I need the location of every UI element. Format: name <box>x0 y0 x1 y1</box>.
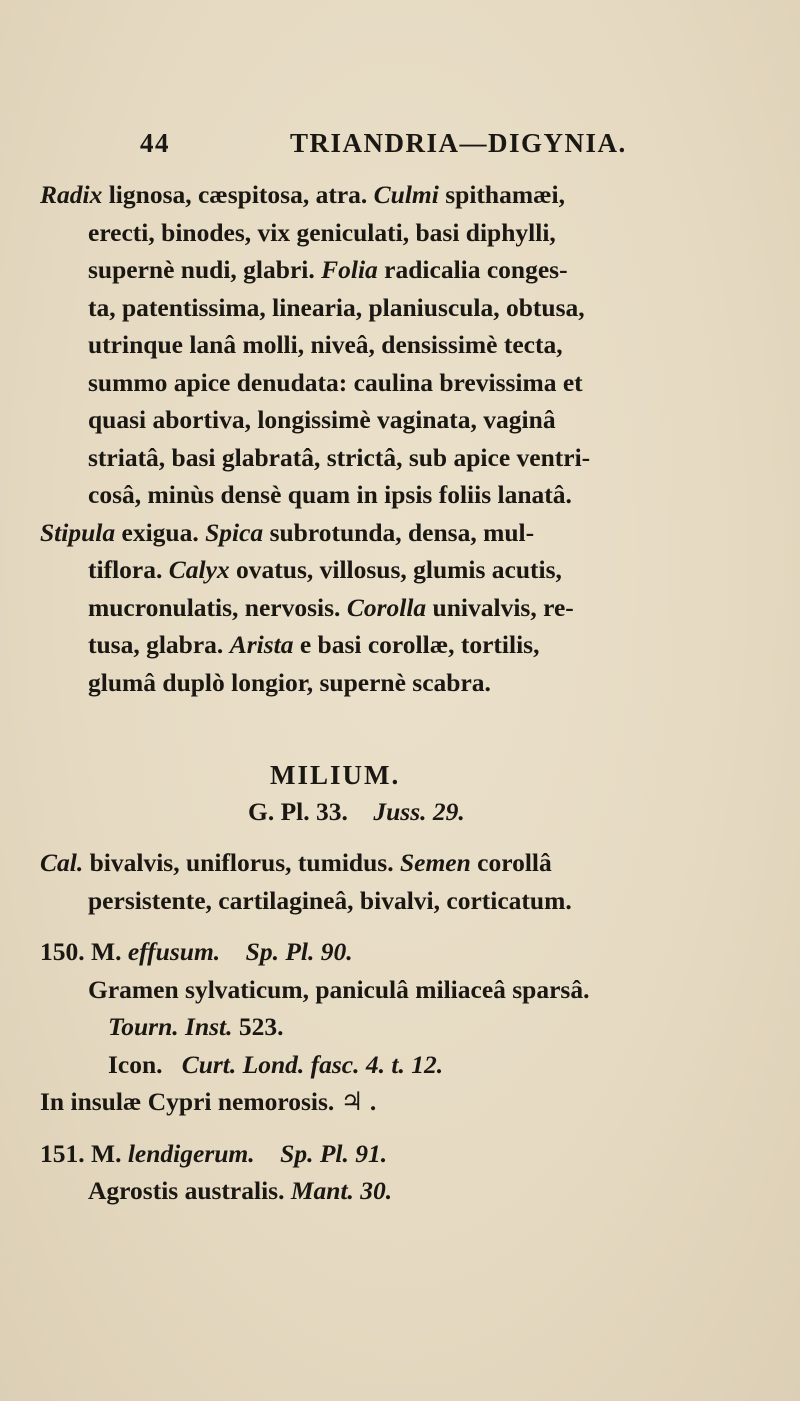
description-line <box>40 401 780 439</box>
species-151-synonym-ref: Mant. 30. <box>290 1176 393 1205</box>
species-150-reference: Sp. Pl. 90. <box>245 937 353 966</box>
genus-char-text-2: corollâ <box>470 848 552 877</box>
species-151-synonym <box>40 1172 780 1210</box>
description-text: radicalia conges- <box>377 255 568 284</box>
genus-char-term-cal: Cal. <box>40 848 84 877</box>
description-line <box>40 664 780 702</box>
genus-character-line-1 <box>40 844 780 882</box>
species-151-number: 151. M. <box>40 1138 122 1168</box>
genus-references <box>40 793 780 831</box>
species-151-reference: Sp. Pl. 91. <box>280 1138 388 1168</box>
description-text: lignosa, cæspitosa, atra. <box>102 180 374 209</box>
species-150-epithet: effusum. <box>127 937 221 966</box>
description-text: tiflora. <box>88 555 169 584</box>
description-text: ovatus, villosus, glumis acutis, <box>229 555 562 584</box>
species-description <box>40 176 780 701</box>
description-term: Stipula <box>40 517 116 547</box>
description-line <box>40 326 780 364</box>
description-line <box>40 289 780 327</box>
genus-ref-linnaeus: G. Pl. 33. <box>248 796 348 826</box>
species-150-habitat: In insulæ Cypri nemorosis. ♃ . <box>40 1087 377 1116</box>
description-text: cosâ, minùs densè quam in ipsis foliis lanatâ. <box>88 480 572 509</box>
description-line <box>40 589 780 627</box>
description-line <box>40 476 780 514</box>
page-number: 44 <box>140 128 170 158</box>
description-line <box>40 214 780 252</box>
description-term: Calyx <box>168 555 230 584</box>
genus-char-text-1: bivalvis, uniflorus, tumidus. <box>83 848 400 877</box>
description-text: mucronulatis, nervosis. <box>88 592 347 622</box>
description-term: Corolla <box>346 592 427 622</box>
description-term: Folia <box>321 255 378 284</box>
description-text: quasi abortiva, longissimè vaginata, vaginâ <box>88 405 556 434</box>
text-block <box>40 176 780 1210</box>
description-line <box>40 251 780 289</box>
species-151-heading <box>40 1135 780 1173</box>
description-line <box>40 439 780 477</box>
description-text: striatâ, basi glabratâ, strictâ, sub apice ventri- <box>88 442 591 472</box>
species-150-synonym: Gramen sylvaticum, paniculâ miliaceâ sparsâ. <box>88 974 590 1004</box>
genus-ref-jussieu: Juss. 29. <box>373 796 465 826</box>
species-150-synonym-ref <box>40 1008 780 1046</box>
description-line <box>40 176 780 214</box>
species-150-heading <box>40 933 780 971</box>
description-line <box>40 626 780 664</box>
description-text: utrinque lanâ molli, niveâ, densissimè tecta, <box>88 330 563 359</box>
genus-heading: MILIUM. <box>270 760 401 790</box>
running-title: TRIANDRIA—DIGYNIA. <box>290 128 627 158</box>
description-term: Spica <box>205 517 264 547</box>
genus-character-line-2: persistente, cartilagineâ, bivalvi, corticatum. <box>88 885 572 915</box>
species-150-icon <box>40 1046 780 1084</box>
description-text: e basi corollæ, tortilis, <box>293 630 540 659</box>
species-150-tournefort-num: 523. <box>232 1012 284 1041</box>
description-term: Culmi <box>373 180 439 209</box>
running-header <box>130 128 690 168</box>
description-text: supernè nudi, glabri. <box>88 255 322 284</box>
description-text: erecti, binodes, vix geniculati, basi diphylli, <box>88 217 556 247</box>
description-text: spithamæi, <box>438 180 565 209</box>
description-line <box>40 551 780 589</box>
species-151-synonym-name: Agrostis australis. <box>88 1176 291 1205</box>
description-text: glumâ duplò longior, supernè scabra. <box>88 667 491 697</box>
genus-char-term-semen: Semen <box>399 848 471 877</box>
description-text: exigua. <box>115 517 206 547</box>
description-text: subrotunda, densa, mul- <box>263 517 535 547</box>
description-text: ta, patentissima, linearia, planiuscula, obtusa, <box>88 292 585 322</box>
species-150-number: 150. M. <box>40 937 122 966</box>
description-line <box>40 364 780 402</box>
species-150-icon-label: Icon. <box>108 1049 163 1079</box>
description-line <box>40 514 780 552</box>
description-term: Radix <box>40 180 103 209</box>
species-150-icon-ref: Curt. Lond. fasc. 4. t. 12. <box>181 1049 444 1079</box>
description-text: univalvis, re- <box>426 592 574 622</box>
description-text: summo apice denudata: caulina brevissima et <box>88 367 583 397</box>
species-151-epithet: lendigerum. <box>127 1138 255 1168</box>
description-term: Arista <box>229 630 294 659</box>
species-150-tournefort: Tourn. Inst. <box>108 1012 233 1041</box>
description-text: tusa, glabra. <box>88 630 230 659</box>
